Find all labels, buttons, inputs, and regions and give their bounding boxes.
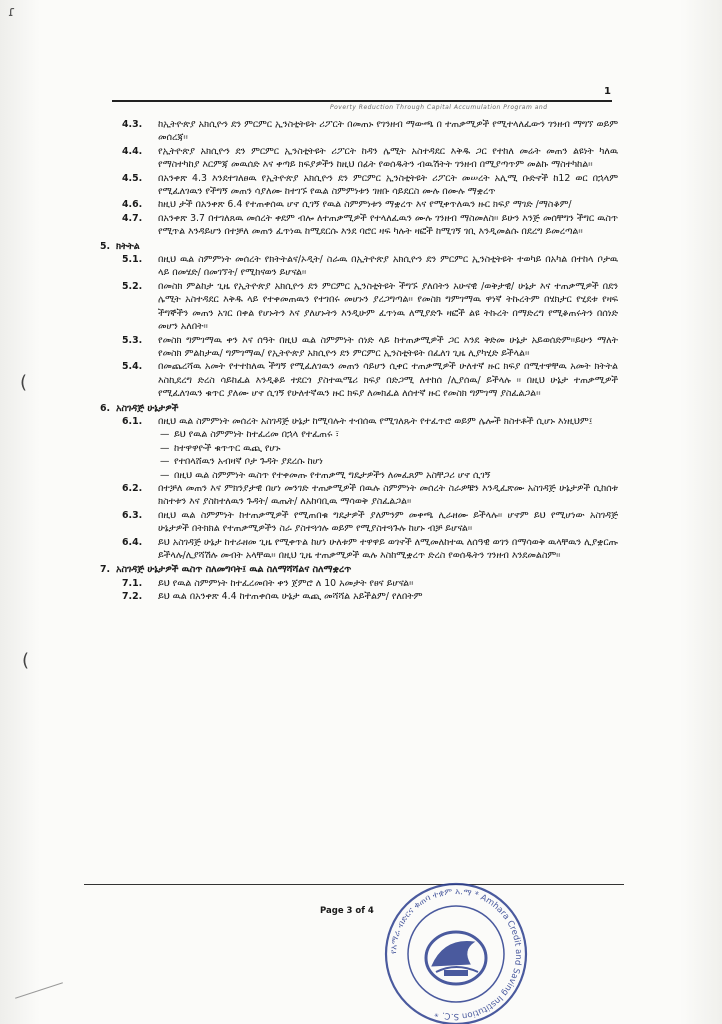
clause-text: በተቻለ መጠን እና ምክንያታዊ በሆነ መንገድ ተጠቃሚዎች በዉሉ ስምምነት መሰረት ስራዎቹን እንዲፈጽሙ አስገዳጅ ሁኔታዎች ሲከሰቱ ክስተቱን እና ያስከተለዉን ጉዳት/ ዉጤት/ ለአከባቢዉ ማሳወቅ ያስፈልጋል፡፡ [158, 482, 618, 508]
clause-item [100, 118, 620, 145]
clause-text: በመጨረሻዉ አመት የተተከለዉ ችግኝ የሚፈለገዉን መጠን ሳይሆን ሲቀር ተጠቃሚዎች ሁለተኛ ዙር ክፍያ በሚተዋቸዉ አመት ክትትል እስኪደረግ ድረስ ሳይከፈል እንዲቆይ ተደርጎ ያስተዉሜሪ ክፍያ በድጋሚ ለተከሰ /ሊያሰዉ/ ይችላሉ ፡፡ በዚህ ሁኔታ ተጠቃሚዎች የሚፈለገዉን ቁጥር ያለሙ ሆኖ ሲገኝ የሁለተኛዉን ዙር ክፍያ ለመክፈል ለሰተኛ ዙር የመስክ ግምገማ ያስፈልጋል፡፡ [158, 361, 618, 400]
items-group-6 [100, 482, 620, 562]
clause-text: ይህ አስገዳጅ ሁኔታ ከተራዘመ ጊዜ የሚቀጥል ከሆነ ሁለቱም ተዋዋይ ወገኖች ለሚመለከተዉ ለሰዓዊ ወገን በማሳወቅ ዉላቸዉን ሊያቋርጡ ይችላሉ/ሊያሻሽሉ መብት አላቸዉ፡፡ በዚህ ጊዜ ተጠቃሚዎች ዉሉ እስከሚቋረጥ ድረስ የወሰዱትን ገንዘብ እንደመልስም፡፡ [158, 536, 618, 561]
items-group-5 [100, 253, 620, 400]
clause-item [100, 334, 620, 361]
clause-text: በመስክ ምልከታ ጊዜ የኢትዮጵያ አክሲዮን ደን ምርምር ኢንስቲትዩት ችግኙ ያለበትን አሁናዊ /ወቅታዊ/ ሁኔታ እና ተጠቃሚዎች በደን ሌሚት አስተዳደር እቅዱ ላይ የተቀመጠዉን የተገበሩ መሆኑን ያረጋግጣል፡፡ የመስክ ግምገማዉ ዋነኛ ትኩረትም በሄክታር የሂደቱ የዛፍ ችግኞችን መጠን አገር በቀል የሆኑትን እና ያለሆኑትን እንዲሁም ፈጥነዉ ለሚያድጉ ዛፎች ልዩ ትኩረት በማድረግ የሚቆጠሩትን በሰነድ መሆን አለበት፡፡ [158, 280, 618, 333]
dash-item: — ይህ የዉል ስምምነት ከተፈረመ በኋላ የተፈጠሩ ፣ [160, 428, 620, 441]
dash-item: — በዚህ ዉል ስምምነት ዉስጥ የተቀመጡ የተጠቃሚ ግዴታዎችን ለመፈጸም አስቸጋሪ ሆኖ ሲገኝ [160, 469, 620, 482]
clause-item [100, 590, 620, 603]
section-title: አስገዳጅ ሁኔታዎች [116, 402, 179, 414]
clause-text: በዚህ ዉል ስምምነት መሰረት የክትትልና/ኦዲት/ ስራዉ በኢትዮጵያ አክሲዮን ደን ምርምር ኢንስቲትዩት ተወካይ በአካል በተከላ ቦታዉ ላይ በመሄድ/ በመገኘት/ የሚከናወን ይሆናል፡፡ [158, 254, 618, 279]
clause-item [100, 253, 620, 280]
clause-item [100, 360, 620, 400]
document-body [100, 118, 620, 604]
clause-text: በአንቀጽ 4.3 እንደተገለፀዉ የኢትዮጵያ አክሲዮን ደን ምርምር ኢንስቲትዩት ሪፖርት መሠረት አሊሚ ቡድኖች ከ12 ወር በኋላም የሚፈለገዉን የችግኝ መጠን ሳያለሙ ከተገኙ የዉል ስምምነቱን ገዘቡ ሳይደርስ ሙሉ በሙሉ ማቋረጥ [158, 172, 618, 198]
clause-number: 6.3. [122, 509, 143, 521]
section-heading [100, 402, 620, 415]
margin-bracket: ( [22, 650, 30, 671]
section-number: 5. [100, 240, 111, 252]
clause-number: 6.2. [122, 482, 143, 494]
clause-item [100, 145, 620, 172]
clause-number: 5.3. [122, 334, 143, 346]
clause-item [100, 482, 620, 509]
clause-text: ይህ ዉል በአንቀጽ 4.4 ከተጠቀሰዉ ሁኔታ ዉጪ መሻሻል አይችልም/ የለበትም [158, 591, 423, 603]
stamp-text: የአማራ ብድርና ቁጠባ ተቋም አ.ማ * Amhara Credit and Saving Institution S.C. * [388, 886, 524, 1022]
clause-number: 4.4. [122, 145, 143, 157]
clause-text: በአንቀጽ 3.7 በተገለጸዉ መሰረት ቀደም ብሎ ለተጠቃሚዎች የተላለፈዉን ሙሉ ገንዘብ ማስመለስ፡፡ ይሁን እንጅ መሰቸግን ችግር ዉስጥ የሚጥል እንዳይሆን በተቻለ መጠን ፈጥነዉ ከሚደርሱ እንደ ባሮር ዛፍ ካሉት ዛፎች ከሚገኝ ገቢ እንዲመልሱ በደረግ ይመረጣል፡፡ [158, 212, 618, 238]
clause-item [100, 172, 620, 199]
clause-text: ይህ የዉል ስምምነት ከተፈረመበት ቀን ጀምሮ ለ 10 አመታት የፀና ይሆናል፡፡ [158, 577, 414, 589]
clause-text: ከኢትዮጵያ አክሲዮን ደን ምርምር ኢንስቲትዩት ሪፖርት በመጠኑ የገንዘብ ማውጫ በ ተጠቃሚዎች የሚተላለፈውን ገንዘብ ማግኘ ወይም መሰረጃ፡፡ [158, 119, 618, 144]
section-heading [100, 240, 620, 253]
clause-text: የመስክ ግምገማዉ ቀን እና ሰዓት በዚህ ዉል ስምምነት ሰነድ ላይ ከተጠቃሚዎች ጋር እንደ ቅድመ ሁኔታ አይወሰድም፡፡ይሁን ማለት የመስክ ምልከታዉ/ ግምገማዉ/ የኢትዮጵያ አክሲዮን ደን ምርምር ኢንስቲትዩት በፈለገ ጊዜ ሊያካሂድ ይችላል፡፡ [158, 334, 618, 359]
clause-text: በዚህ ዉል ስምምነት መሰረት አስገዳጅ ሁኔታ ከሚባሉት ተብሰዉ የሚገለጹት የተፈጥሮ ወይም ሌሎች ክስተቶች ሲሆኑ እነዚህም፤ [158, 415, 593, 427]
clause-item [100, 536, 620, 563]
dash-item: — ከተዋዋዮች ቁጥጥር ዉጪ የሆኑ [160, 442, 620, 455]
clause-number: 4.5. [122, 172, 143, 184]
clause-text: የኢትዮጵያ አክሲዮን ደን ምርምር ኢንስቲትዩት ሪፖርት ከዳን ሌሚት አስተዳደር እቅዱ ጋር የተከለ መሬት መጠን ልዩነት ካለዉ የማስተካከያ እርምጃ መዉሰድ እና ቀጣይ ክፍያዎችን ከዚህ በፊት የወሰዱትን ብዉሽትት ገንዘብ በሚያጣጥም መልኩ ማስተካከል፡፡ [158, 145, 618, 171]
clause-number: 6.1. [122, 415, 143, 427]
footer-rule [84, 884, 624, 885]
items-group-7 [100, 577, 620, 604]
section-title: አስገዳጅ ሁኔታዎች ዉስጥ ስለመግባት፤ ዉል ስለማሻሻልና ስለማቋረጥ [116, 564, 352, 576]
clause-item [100, 509, 620, 536]
clause-item [100, 577, 620, 590]
clause-number: 4.6. [122, 199, 143, 211]
clause-item [100, 198, 620, 211]
section-number: 7. [100, 564, 111, 576]
clause-number: 5.1. [122, 254, 143, 266]
page-number-top: 1 [604, 86, 611, 97]
clause-item [100, 415, 620, 428]
institution-stamp [374, 874, 538, 1024]
clause-item [100, 280, 620, 334]
clause-number: 4.3. [122, 119, 143, 130]
stamp-emblem-icon [426, 932, 486, 984]
clause-number: 4.7. [122, 212, 143, 224]
margin-bracket: ( [20, 372, 28, 393]
clause-number: 5.4. [122, 361, 143, 373]
dash-list [100, 428, 620, 482]
section-heading [100, 563, 620, 576]
clause-item [100, 212, 620, 239]
clause-text: በዚህ ዉል ስምምነት ከተጠቃሚዎች የሚጠበቁ ግዴታዎች ያለምንም መቀጫ ሊራዘሙ ይችላሉ፡፡ ሆኖም ይህ የሚሆነው አስገዳጅ ሁኔታዎች በትክክል የተጠቃሚዎችን ስራ ያስተጓጎሉ ወይም የሚያስተጓጉሉ ከሆኑ ብቻ ይሆናል፡፡ [158, 509, 618, 535]
corner-mark: ɾ [8, 4, 16, 20]
clause-number: 7.2. [122, 591, 143, 603]
section-number: 6. [100, 402, 111, 414]
clause-number: 6.4. [122, 536, 143, 548]
items-group-4 [100, 118, 620, 239]
dash-item: — የተበላሸዉን አብዛኛ ቦታ ጉዳት ያደረሱ ከሆነ [160, 455, 620, 468]
clause-text: ከዚህ ታች በአንቀጽ 6.4 የተጠቀሰዉ ሆኖ ሲገኝ የዉል ስምምነቱን ማቋረጥ እና የሚቀጥለዉን ዙር ክፍያ ማገድ /ማስቆም/ [158, 199, 572, 211]
page-footer: Page 3 of 4 [320, 906, 374, 916]
header-caption: Poverty Reduction Through Capital Accumulation Program and [330, 104, 548, 111]
clause-number: 7.1. [122, 577, 143, 589]
header-rule [112, 100, 612, 102]
clause-number: 5.2. [122, 280, 143, 292]
section-title: ክትትል [116, 240, 140, 252]
